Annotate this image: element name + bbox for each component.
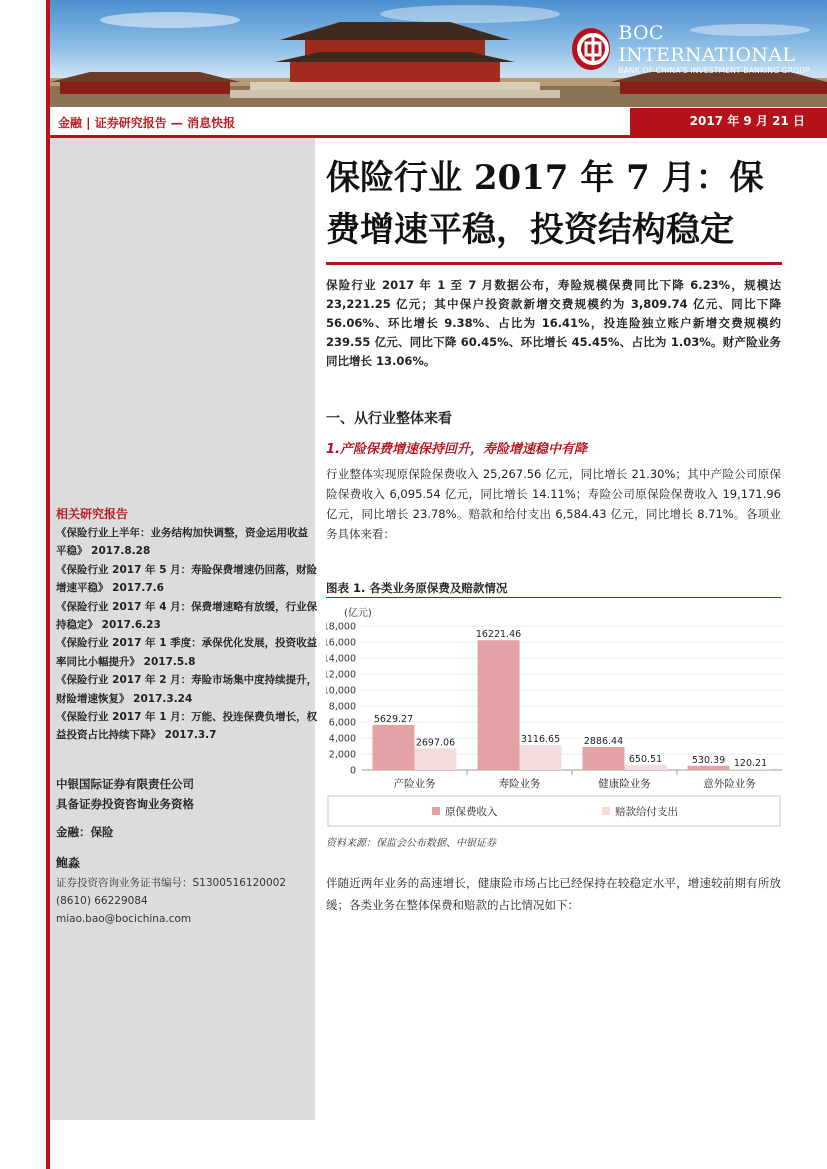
report-title-line1: 保险行业 2017 年 7 月：保 <box>326 158 764 198</box>
related-reports-list <box>56 524 318 745</box>
sector-label: 金融：保险 <box>56 825 114 839</box>
y-tick-label: 16,000 <box>326 637 356 649</box>
y-axis-label: (亿元) <box>344 608 372 619</box>
report-header-strip <box>50 108 827 138</box>
report-category: 金融 | 证券研究报告 — 消息快报 <box>58 116 236 130</box>
bar-premium <box>373 725 415 770</box>
related-report-title: 《保险行业上半年：业务结构加快调整，资金运用收益平稳》 <box>56 527 308 558</box>
x-tick-label: 寿险业务 <box>498 778 541 790</box>
y-tick-label: 14,000 <box>326 653 356 665</box>
report-title-line2: 费增速平稳，投资结构稳定 <box>326 210 734 250</box>
firm-name: 中银国际证券有限责任公司 <box>56 777 194 791</box>
bar-premium <box>583 747 625 770</box>
related-report-item[interactable] <box>56 598 318 635</box>
bar-premium <box>478 640 520 770</box>
legend-label: 赔款给付支出 <box>615 806 678 818</box>
related-report-date: 2017.7.6 <box>108 582 164 595</box>
y-tick-label: 0 <box>349 765 356 777</box>
data-label: 5629.27 <box>373 713 414 725</box>
brand-subtitle: BANK OF CHINA'S INVESTMENT BANKING GROUP <box>618 66 810 75</box>
y-tick-label: 10,000 <box>326 685 356 697</box>
bar-chart-svg <box>326 600 782 828</box>
bar-claims <box>730 769 772 770</box>
section-subheading: 1.产险保费增速保持回升，寿险增速稳中有降 <box>326 442 587 457</box>
x-tick-label: 健康险业务 <box>598 778 651 790</box>
data-label: 2886.44 <box>583 735 624 747</box>
y-tick-label: 4,000 <box>328 733 356 745</box>
legend-swatch <box>602 807 610 815</box>
y-tick-label: 2,000 <box>328 749 356 761</box>
related-report-item[interactable] <box>56 671 318 708</box>
related-report-title: 《保险行业 2017 年 1 季度：承保优化发展，投资收益率同比小幅提升》 <box>56 637 318 668</box>
data-label: 16221.46 <box>475 629 522 641</box>
x-tick-label: 产险业务 <box>393 778 436 790</box>
header-banner <box>50 0 827 107</box>
y-tick-label: 12,000 <box>326 669 356 681</box>
related-report-title: 《保险行业 2017 年 1 月：万能、投连保费负增长，权益投资占比持续下降》 <box>56 711 318 742</box>
analyst-license: 证券投资咨询业务证书编号：S1300516120002 <box>56 877 287 889</box>
premium-claims-chart <box>326 600 782 828</box>
related-report-date: 2017.3.7 <box>161 729 217 742</box>
legend-box <box>328 796 780 826</box>
figure-divider <box>326 597 781 598</box>
bar-claims <box>625 765 667 770</box>
figure-title: 图表 1. 各类业务原保费及赔款情况 <box>326 581 508 595</box>
legend-swatch <box>432 807 440 815</box>
analyst-contact <box>56 874 286 928</box>
section-heading: 一、从行业整体来看 <box>326 411 452 427</box>
related-report-item[interactable] <box>56 708 318 745</box>
analyst-email[interactable]: miao.bao@bocichina.com <box>56 913 192 925</box>
related-report-date: 2017.3.24 <box>129 692 193 705</box>
data-label: 650.51 <box>628 753 663 765</box>
section-body: 行业整体实现原保险保费收入 25,267.56 亿元，同比增长 21.30%；其中产险公司原保险保费收入 6,095.54 亿元，同比增长 14.11%；寿险公司原保险保费收入 19,171.96 亿元，同比增长 23.78%。赔款和给付支出 6,584.43 亿元，同比增长 8.71%。各项业务具体来看： <box>326 467 781 541</box>
boc-logo <box>572 22 827 76</box>
y-tick-label: 8,000 <box>328 701 356 713</box>
related-report-title: 《保险行业 2017 年 5 月：寿险保费增速仍回落，财险增速平稳》 <box>56 563 318 595</box>
bar-claims <box>415 748 457 770</box>
boc-emblem-icon <box>572 28 610 70</box>
analyst-name: 鲍淼 <box>56 856 81 870</box>
related-report-item[interactable] <box>56 524 318 561</box>
brand-name: BOC INTERNATIONAL <box>618 22 796 66</box>
y-tick-label: 6,000 <box>328 717 356 729</box>
bar-premium <box>688 766 730 770</box>
title-divider <box>326 262 782 265</box>
firm-qualification: 具备证券投资咨询业务资格 <box>56 797 194 811</box>
figure-source: 资料来源：保监会公布数据、中银证券 <box>326 838 496 849</box>
related-report-title: 《保险行业 2017 年 2 月：寿险市场集中度持续提升，财险增速恢复》 <box>56 674 318 705</box>
related-report-date: 2017.5.8 <box>140 655 196 668</box>
related-reports-heading: 相关研究报告 <box>56 507 129 521</box>
data-label: 3116.65 <box>520 734 561 746</box>
analyst-phone: (8610) 66229084 <box>56 895 148 907</box>
related-report-item[interactable] <box>56 634 318 671</box>
related-report-date: 2017.8.28 <box>87 545 151 558</box>
firm-info <box>56 774 194 814</box>
data-label: 2697.06 <box>415 737 456 749</box>
report-title <box>326 152 786 256</box>
bar-claims <box>520 745 562 770</box>
data-label: 530.39 <box>691 754 726 766</box>
related-report-title: 《保险行业 2017 年 4 月：保费增速略有放缓，行业保持稳定》 <box>56 600 318 632</box>
y-tick-label: 18,000 <box>326 621 356 633</box>
legend-label: 原保费收入 <box>445 806 498 818</box>
related-report-item[interactable] <box>56 561 318 598</box>
summary-paragraph: 保险行业 2017 年 1 至 7 月数据公布，寿险规模保费同比下降 6.23%，规模达 23,221.25 亿元；其中保户投资款新增交费规模约为 3,809.74 亿元、同比下降 56.06%、环比增长 9.38%、占比为 16.41%，投连险独立账户新增交费规模约 239.55 亿元、同比下降 60.45%、环比增长 45.45%、占比为 1.03%。财产险业务同比增长 13.06%。 <box>326 278 781 368</box>
x-tick-label: 意外险业务 <box>703 778 756 790</box>
data-label: 120.21 <box>733 758 768 770</box>
related-report-date: 2017.6.23 <box>98 619 161 632</box>
closing-paragraph: 伴随近两年业务的高速增长，健康险市场占比已经保持在较稳定水平，增速较前期有所放缓；各类业务在整体保费和赔款的占比情况如下： <box>326 876 781 912</box>
report-date: 2017 年 9 月 21 日 <box>630 108 827 135</box>
